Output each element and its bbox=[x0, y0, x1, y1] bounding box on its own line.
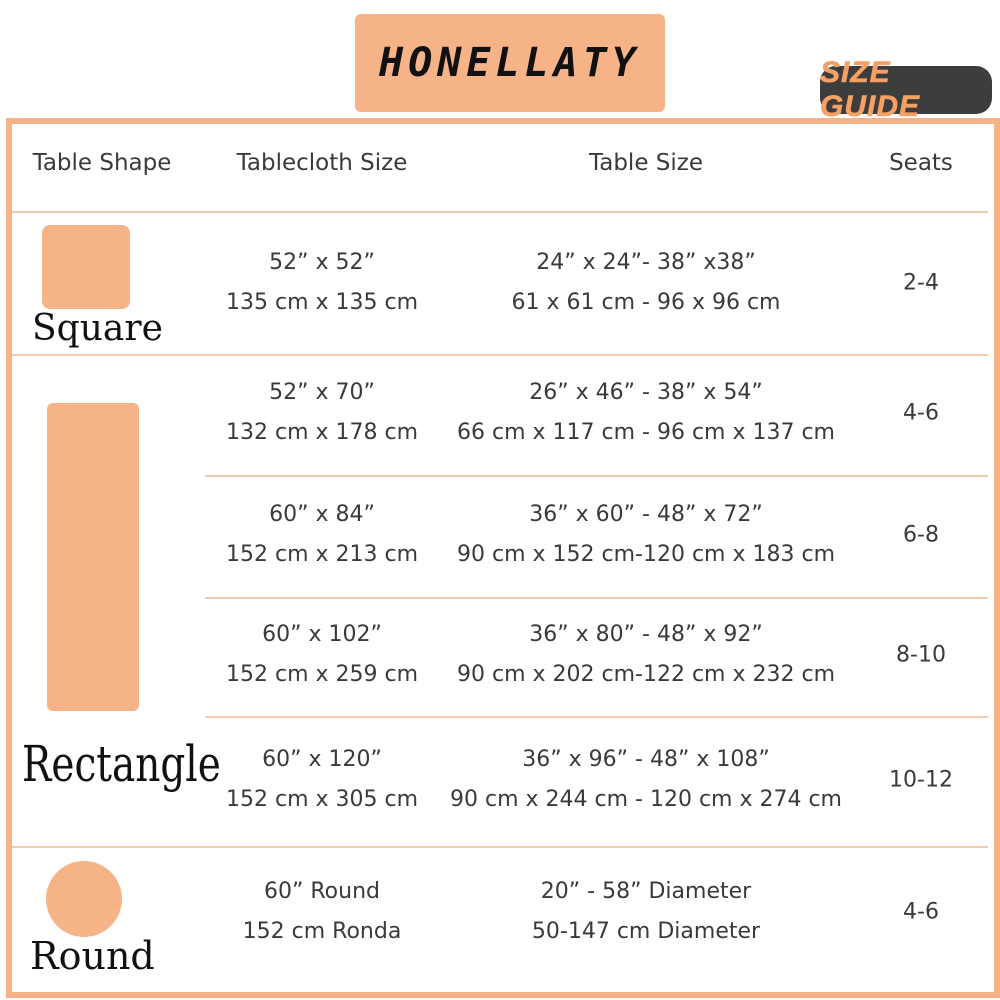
table-size-inches: 36” x 96” - 48” x 108” bbox=[522, 747, 770, 772]
table-size-cm: 50-147 cm Diameter bbox=[531, 919, 761, 944]
divider-header bbox=[12, 211, 988, 213]
rectangle-shape-icon bbox=[47, 403, 139, 711]
tablecloth-size-inches: 52” x 70” bbox=[269, 380, 375, 405]
table-row bbox=[226, 740, 418, 820]
seats-value: 10-12 bbox=[889, 767, 953, 793]
table-row bbox=[457, 373, 835, 453]
divider-square bbox=[12, 354, 988, 356]
table-row bbox=[457, 615, 835, 695]
tablecloth-size-cm: 152 cm x 259 cm bbox=[225, 662, 419, 687]
column-header-seats: Seats bbox=[889, 150, 953, 176]
seats-value: 4-6 bbox=[903, 899, 939, 925]
table-row bbox=[243, 872, 402, 952]
table-size-inches: 26” x 46” - 38” x 54” bbox=[529, 380, 763, 405]
shape-label-rectangle: Rectangle bbox=[22, 735, 221, 793]
divider-rect-1 bbox=[205, 475, 988, 477]
table-row bbox=[457, 495, 835, 575]
seats-value: 2-4 bbox=[903, 270, 939, 296]
table-size-cm: 90 cm x 152 cm-120 cm x 183 cm bbox=[457, 542, 835, 567]
table-row bbox=[450, 740, 842, 820]
tablecloth-size-cm: 152 cm x 213 cm bbox=[225, 542, 419, 567]
table-size-cm: 61 x 61 cm - 96 x 96 cm bbox=[511, 290, 781, 315]
table-size-inches: 36” x 60” - 48” x 72” bbox=[529, 502, 763, 527]
tablecloth-size-inches: 60” Round bbox=[264, 879, 380, 904]
table-size-cm: 90 cm x 202 cm-122 cm x 232 cm bbox=[457, 662, 835, 687]
table-size-cm: 90 cm x 244 cm - 120 cm x 274 cm bbox=[450, 787, 842, 812]
tablecloth-size-cm: 152 cm Ronda bbox=[242, 919, 402, 944]
table-row bbox=[512, 243, 781, 323]
table-row bbox=[226, 615, 418, 695]
seats-value: 6-8 bbox=[903, 522, 939, 548]
shape-label-round: Round bbox=[30, 934, 155, 978]
table-row bbox=[532, 872, 760, 952]
tablecloth-size-cm: 135 cm x 135 cm bbox=[225, 290, 419, 315]
column-header-table: Table Size bbox=[588, 150, 704, 176]
tablecloth-size-inches: 52” x 52” bbox=[269, 250, 375, 275]
size-guide-badge: SIZE GUIDE bbox=[820, 66, 992, 114]
tablecloth-size-cm: 132 cm x 178 cm bbox=[225, 420, 419, 445]
square-shape-icon bbox=[42, 225, 130, 309]
tablecloth-size-inches: 60” x 102” bbox=[262, 622, 382, 647]
round-shape-icon bbox=[46, 861, 122, 937]
shape-label-square: Square bbox=[32, 308, 163, 349]
divider-rect-2 bbox=[205, 597, 988, 599]
table-size-inches: 36” x 80” - 48” x 92” bbox=[529, 622, 763, 647]
tablecloth-size-inches: 60” x 120” bbox=[262, 747, 382, 772]
table-size-inches: 20” - 58” Diameter bbox=[540, 879, 752, 904]
tablecloth-size-cm: 152 cm x 305 cm bbox=[225, 787, 419, 812]
table-size-cm: 66 cm x 117 cm - 96 cm x 137 cm bbox=[457, 420, 835, 445]
table-row bbox=[226, 373, 418, 453]
column-header-shape: Table Shape bbox=[32, 150, 172, 176]
brand-logo: HONELLATY bbox=[355, 14, 665, 112]
seats-value: 4-6 bbox=[903, 400, 939, 426]
table-size-inches: 24” x 24”- 38” x38” bbox=[536, 250, 756, 275]
divider-rectangle bbox=[12, 846, 988, 848]
divider-rect-3 bbox=[205, 716, 988, 718]
tablecloth-size-inches: 60” x 84” bbox=[269, 502, 375, 527]
table-row bbox=[226, 495, 418, 575]
seats-value: 8-10 bbox=[896, 642, 946, 668]
table-row bbox=[226, 243, 418, 323]
column-header-tablecloth: Tablecloth Size bbox=[236, 150, 408, 176]
